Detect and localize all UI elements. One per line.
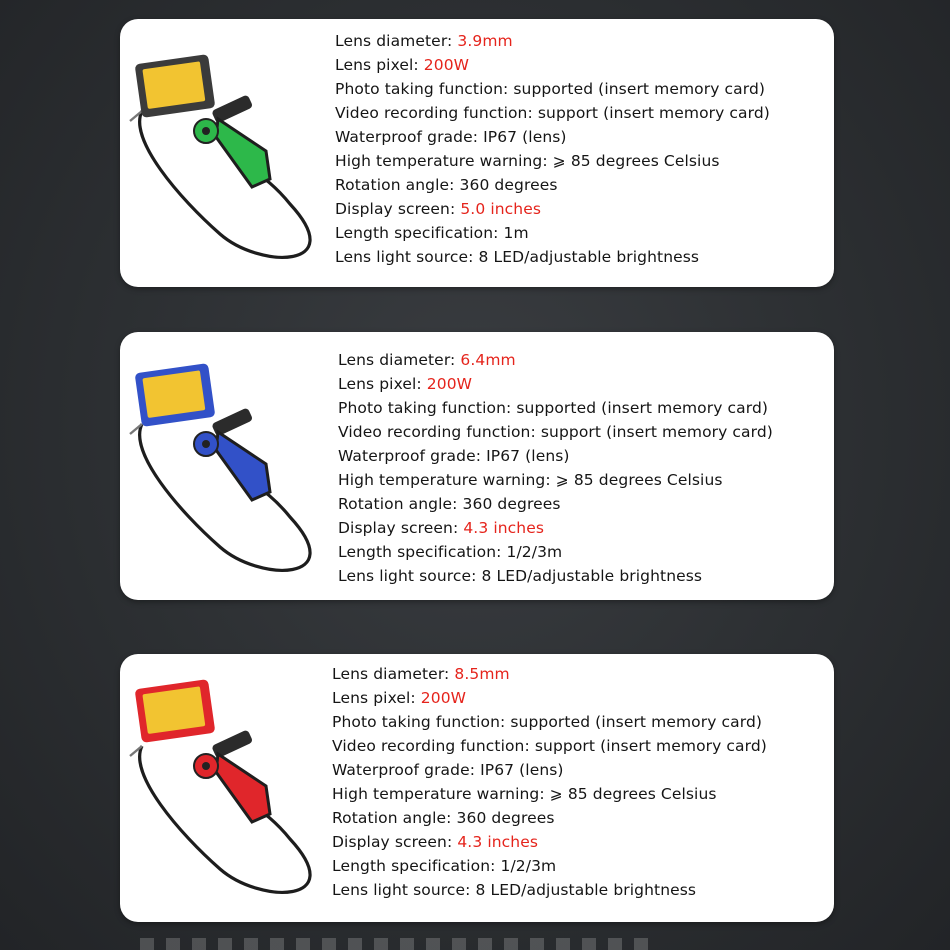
spec-value: supported (insert memory card) bbox=[510, 713, 763, 731]
spec-label: High temperature warning: bbox=[332, 785, 550, 803]
spec-value: ⩾ 85 degrees Celsius bbox=[552, 152, 720, 170]
spec-label: Rotation angle: bbox=[338, 495, 463, 513]
spec-value: 8 LED/adjustable brightness bbox=[478, 248, 700, 266]
spec-value: ⩾ 85 degrees Celsius bbox=[549, 785, 717, 803]
spec-label: Lens pixel: bbox=[338, 375, 427, 393]
spec-value: IP67 (lens) bbox=[483, 128, 567, 146]
spec-row bbox=[335, 29, 770, 53]
spec-row bbox=[335, 101, 770, 125]
spec-value: 6.4mm bbox=[460, 351, 516, 369]
spec-row bbox=[338, 468, 773, 492]
spec-label: Video recording function: bbox=[335, 104, 538, 122]
spec-row bbox=[338, 564, 773, 588]
spec-value: 5.0 inches bbox=[460, 200, 542, 218]
spec-list bbox=[335, 29, 770, 269]
spec-label: Display screen: bbox=[332, 833, 458, 851]
spec-label: Length specification: bbox=[338, 543, 507, 561]
spec-row bbox=[332, 710, 767, 734]
spec-row bbox=[332, 854, 767, 878]
spec-label: Rotation angle: bbox=[332, 809, 457, 827]
spec-label: Lens light source: bbox=[332, 881, 476, 899]
spec-label: Length specification: bbox=[332, 857, 501, 875]
spec-value: 360 degrees bbox=[462, 495, 561, 513]
spec-row bbox=[338, 396, 773, 420]
spec-label: Display screen: bbox=[335, 200, 461, 218]
spec-row bbox=[332, 662, 767, 686]
endoscope-device-green-icon bbox=[120, 19, 320, 287]
spec-row bbox=[332, 758, 767, 782]
spec-value: 200W bbox=[420, 689, 467, 707]
spec-label: Display screen: bbox=[338, 519, 464, 537]
spec-label: Lens pixel: bbox=[332, 689, 421, 707]
spec-row bbox=[332, 806, 767, 830]
spec-value: 360 degrees bbox=[459, 176, 558, 194]
spec-value: 200W bbox=[426, 375, 473, 393]
spec-label: Waterproof grade: bbox=[332, 761, 481, 779]
decorative-footer-fade bbox=[140, 938, 660, 950]
spec-label: Lens diameter: bbox=[335, 32, 458, 50]
spec-label: Rotation angle: bbox=[335, 176, 460, 194]
endoscope-device-blue-icon bbox=[120, 332, 320, 600]
spec-list bbox=[338, 348, 773, 588]
spec-value: ⩾ 85 degrees Celsius bbox=[555, 471, 723, 489]
spec-value: 8 LED/adjustable brightness bbox=[475, 881, 697, 899]
spec-value: IP67 (lens) bbox=[486, 447, 570, 465]
spec-row bbox=[335, 245, 770, 269]
spec-row bbox=[332, 734, 767, 758]
spec-label: Lens light source: bbox=[335, 248, 479, 266]
spec-label: Photo taking function: bbox=[335, 80, 514, 98]
spec-value: 4.3 inches bbox=[457, 833, 539, 851]
spec-row bbox=[335, 53, 770, 77]
spec-value: 1/2/3m bbox=[500, 857, 557, 875]
spec-row bbox=[338, 444, 773, 468]
spec-value: 360 degrees bbox=[456, 809, 555, 827]
endoscope-device-red-icon bbox=[120, 654, 320, 922]
spec-row bbox=[338, 348, 773, 372]
spec-value: 8.5mm bbox=[454, 665, 510, 683]
spec-label: High temperature warning: bbox=[338, 471, 556, 489]
spec-row bbox=[335, 197, 770, 221]
spec-list bbox=[332, 662, 767, 902]
spec-label: Video recording function: bbox=[338, 423, 541, 441]
spec-value: 1/2/3m bbox=[506, 543, 563, 561]
spec-row bbox=[335, 221, 770, 245]
spec-row bbox=[332, 782, 767, 806]
spec-value: supported (insert memory card) bbox=[516, 399, 769, 417]
spec-value: 200W bbox=[423, 56, 470, 74]
spec-value: support (insert memory card) bbox=[534, 737, 767, 755]
spec-label: Lens pixel: bbox=[335, 56, 424, 74]
spec-label: High temperature warning: bbox=[335, 152, 553, 170]
spec-label: Lens diameter: bbox=[338, 351, 461, 369]
spec-value: 1m bbox=[503, 224, 529, 242]
spec-row bbox=[335, 173, 770, 197]
product-card-3 bbox=[120, 654, 834, 922]
spec-label: Length specification: bbox=[335, 224, 504, 242]
spec-row bbox=[332, 878, 767, 902]
spec-row bbox=[332, 686, 767, 710]
spec-value: supported (insert memory card) bbox=[513, 80, 766, 98]
spec-label: Waterproof grade: bbox=[335, 128, 484, 146]
spec-label: Waterproof grade: bbox=[338, 447, 487, 465]
spec-row bbox=[335, 77, 770, 101]
product-card-1 bbox=[120, 19, 834, 287]
spec-value: IP67 (lens) bbox=[480, 761, 564, 779]
spec-row bbox=[338, 492, 773, 516]
spec-value: 4.3 inches bbox=[463, 519, 545, 537]
spec-row bbox=[338, 516, 773, 540]
spec-row bbox=[338, 372, 773, 396]
spec-label: Lens diameter: bbox=[332, 665, 455, 683]
spec-value: 3.9mm bbox=[457, 32, 513, 50]
spec-label: Photo taking function: bbox=[338, 399, 517, 417]
product-card-2 bbox=[120, 332, 834, 600]
spec-label: Photo taking function: bbox=[332, 713, 511, 731]
spec-label: Lens light source: bbox=[338, 567, 482, 585]
spec-value: support (insert memory card) bbox=[540, 423, 773, 441]
spec-value: 8 LED/adjustable brightness bbox=[481, 567, 703, 585]
spec-row bbox=[332, 830, 767, 854]
spec-row bbox=[338, 420, 773, 444]
spec-value: support (insert memory card) bbox=[537, 104, 770, 122]
spec-row bbox=[335, 125, 770, 149]
spec-row bbox=[338, 540, 773, 564]
spec-label: Video recording function: bbox=[332, 737, 535, 755]
spec-row bbox=[335, 149, 770, 173]
